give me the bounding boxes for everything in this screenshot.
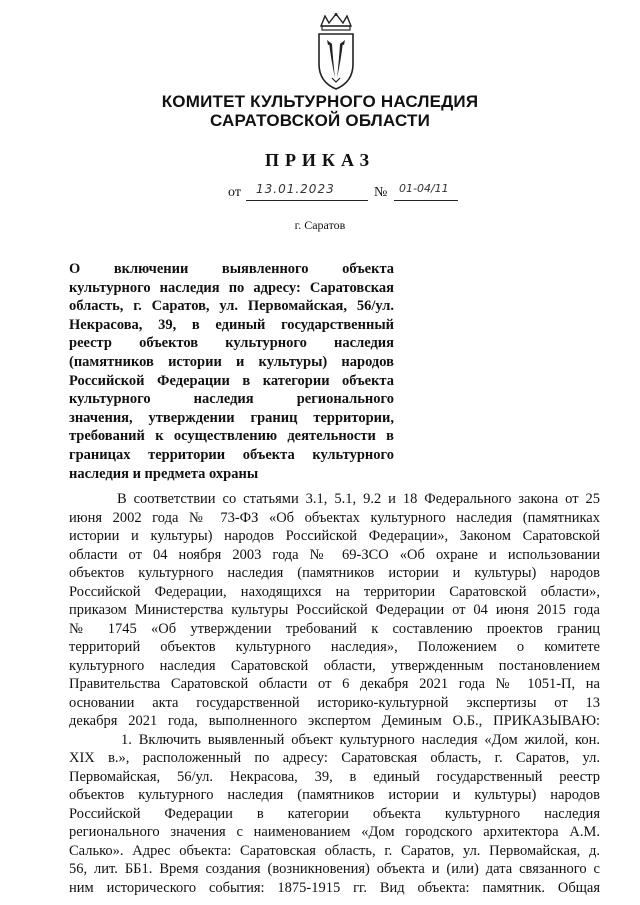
body-line: области от 04 ноября 2003 года № 69-ЗСО «Об охране и использовании xyxy=(69,546,600,563)
handwritten-number: 01-04/11 xyxy=(399,182,449,195)
handwritten-date: 13.01.2023 xyxy=(256,182,335,196)
subject-line: Некрасова, 39, в единый государственный xyxy=(69,316,394,333)
body-line: ним исторического события: 1875-1915 гг. Вид объекта: памятник. Общая xyxy=(69,879,600,896)
subject-line: реестр объектов культурного наследия xyxy=(69,335,394,352)
body-line: приказом Министерства культуры Российской Федерации от 04 июня 2015 года xyxy=(69,602,600,618)
body-line: Салько». Адрес объекта: Саратовская область, г. Саратов, ул. Первомайская, д. xyxy=(69,842,600,859)
city-label: г. Саратов xyxy=(294,218,346,232)
number-prefix: № xyxy=(374,185,388,200)
body-line: истории и культуры) народов Российской Федерации», Законом Саратовской xyxy=(69,528,600,544)
body-line: территорий объектов культурного наследия», Положением о комитете xyxy=(69,639,600,655)
date-underline xyxy=(246,200,368,201)
order-subject xyxy=(69,260,394,483)
body-line: В соответствии со статьями 3.1, 5.1, 9.2 и 18 Федерального закона от 25 xyxy=(117,491,600,507)
subject-line: Российской Федерации в категории объекта xyxy=(69,372,394,389)
body-line: № 1745 «Об утверждении требований к составлению проектов границ xyxy=(69,620,600,637)
subject-line: наследия и предмета охраны xyxy=(69,465,259,482)
subject-line: О включении выявленного объекта xyxy=(69,261,394,277)
subject-line: требований к осуществлению деятельности в xyxy=(69,428,394,445)
body-line: регионального значения с наименованием «Дом городского архитектора А.М. xyxy=(69,824,600,840)
body-line: основании акта государственной историко-культурной экспертизы от 13 xyxy=(69,694,600,711)
body-line: культурного наследия Саратовской области, утвержденным постановлением xyxy=(69,657,600,674)
subject-line: область, г. Саратов, ул. Первомайская, 56/ул. xyxy=(69,298,394,315)
date-number-line xyxy=(228,183,458,205)
body-line: 56, лит. ББ1. Время создания (возникновения) объекта и (или) дата связанного с xyxy=(69,861,600,877)
date-prefix: от xyxy=(228,185,241,200)
subject-line: границах территории объекта культурного xyxy=(69,446,394,463)
order-title: ПРИКАЗ xyxy=(264,150,376,170)
body-line: июня 2002 года № 73-ФЗ «Об объектах культурного наследия (памятниках xyxy=(69,509,600,526)
body-line: 1. Включить выявленный объект культурного наследия «Дом жилой, кон. xyxy=(121,731,600,748)
body-line: Правительства Саратовской области от 6 декабря 2021 года № 1051-П, на xyxy=(69,676,600,692)
org-name-line1: КОМИТЕТ КУЛЬТУРНОГО НАСЛЕДИЯ xyxy=(161,92,479,111)
subject-line: культурного наследия регионального xyxy=(69,391,394,408)
body-line: объектов культурного наследия (памятников истории и культуры) народов xyxy=(69,787,600,803)
body-line: Российской Федерации, находящихся на территории Саратовской области», xyxy=(69,583,600,600)
coat-of-arms-emblem xyxy=(315,12,357,92)
body-line: XIX в.», расположенный по адресу: Саратовская область, г. Саратов, ул. xyxy=(69,750,600,766)
body-line: Первомайская, 56/ул. Некрасова, 39, в единый государственный реестр xyxy=(69,768,600,785)
subject-line: значения, утверждении границ территории, xyxy=(69,409,394,426)
subject-line: культурного наследия по адресу: Саратовская xyxy=(69,279,394,296)
org-name-line2: САРАТОВСКОЙ ОБЛАСТИ xyxy=(209,111,431,130)
body-line: Российской Федерации в категории объекта культурного наследия xyxy=(69,805,600,822)
subject-line: (памятников истории и культуры) народов xyxy=(69,353,394,370)
number-underline xyxy=(394,200,458,201)
body-line: декабря 2021 года, выполненного экспертом Деминым О.Б., ПРИКАЗЫВАЮ: xyxy=(69,713,600,729)
body-line: объектов культурного наследия (памятников истории и культуры) народов xyxy=(69,565,600,581)
order-body xyxy=(69,490,600,897)
